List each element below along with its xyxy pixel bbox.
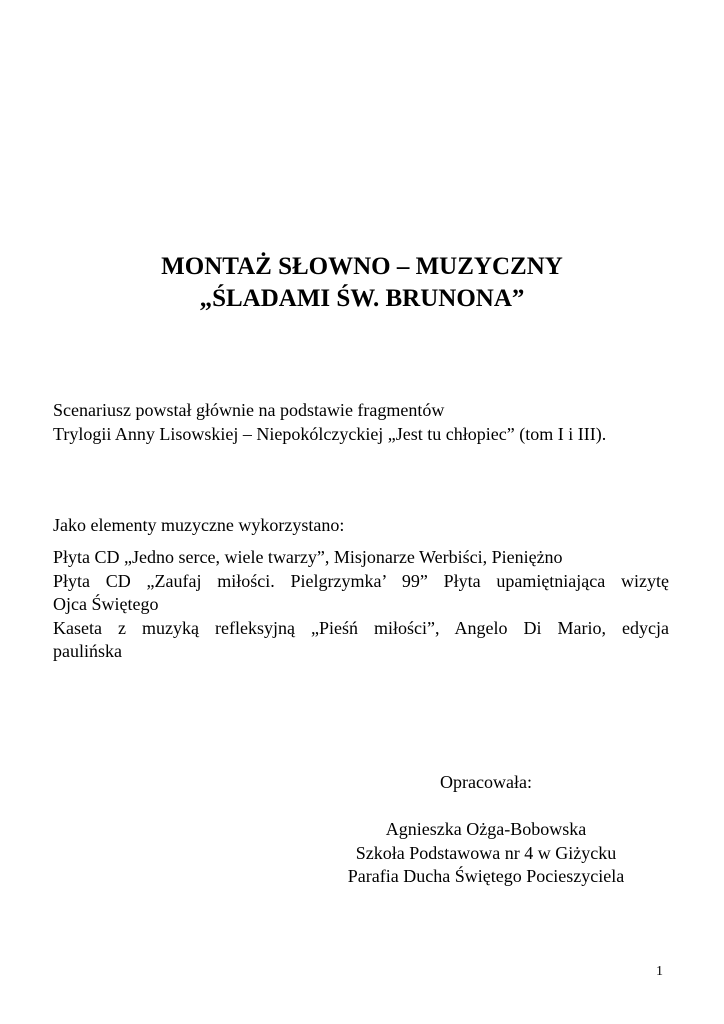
page-number: 1 (656, 964, 663, 979)
music-heading (53, 514, 669, 538)
music-item-line: Płyta CD „Zaufaj miłości. Pielgrzymka’ 99” Płyta upamiętniająca wizytę (53, 570, 669, 591)
document-title (0, 251, 724, 315)
parish-name: Parafia Ducha Świętego Pocieszyciela (347, 866, 625, 886)
credits-block (330, 818, 642, 889)
music-item-line: paulińska (53, 641, 122, 661)
credits-label (330, 771, 642, 795)
school-name: Szkoła Podstawowa nr 4 w Giżycku (355, 842, 617, 863)
music-item-line: Kaseta z muzyką refleksyjną „Pieśń miłości”, Angelo Di Mario, edycja (53, 617, 669, 638)
music-heading-text: Jako elementy muzyczne wykorzystano: (53, 515, 345, 535)
music-list (53, 546, 669, 664)
title-line-2: „ŚLADAMI ŚW. BRUNONA” (199, 285, 525, 312)
title-line-1: MONTAŻ SŁOWNO – MUZYCZNY (161, 253, 563, 280)
author-name: Agnieszka Ożga-Bobowska (385, 819, 587, 839)
intro-line-1: Scenariusz powstał głównie na podstawie fragmentów (53, 400, 445, 420)
intro-paragraph (53, 399, 669, 446)
music-item-line: Płyta CD „Jedno serce, wiele twarzy”, Misjonarze Werbiści, Pieniężno (53, 547, 563, 567)
intro-line-2: Trylogii Anny Lisowskiej – Niepokólczyckiej „Jest tu chłopiec” (tom I i III). (53, 423, 607, 444)
music-item-line: Ojca Świętego (53, 594, 159, 614)
credits-label-text: Opracowała: (440, 772, 532, 792)
